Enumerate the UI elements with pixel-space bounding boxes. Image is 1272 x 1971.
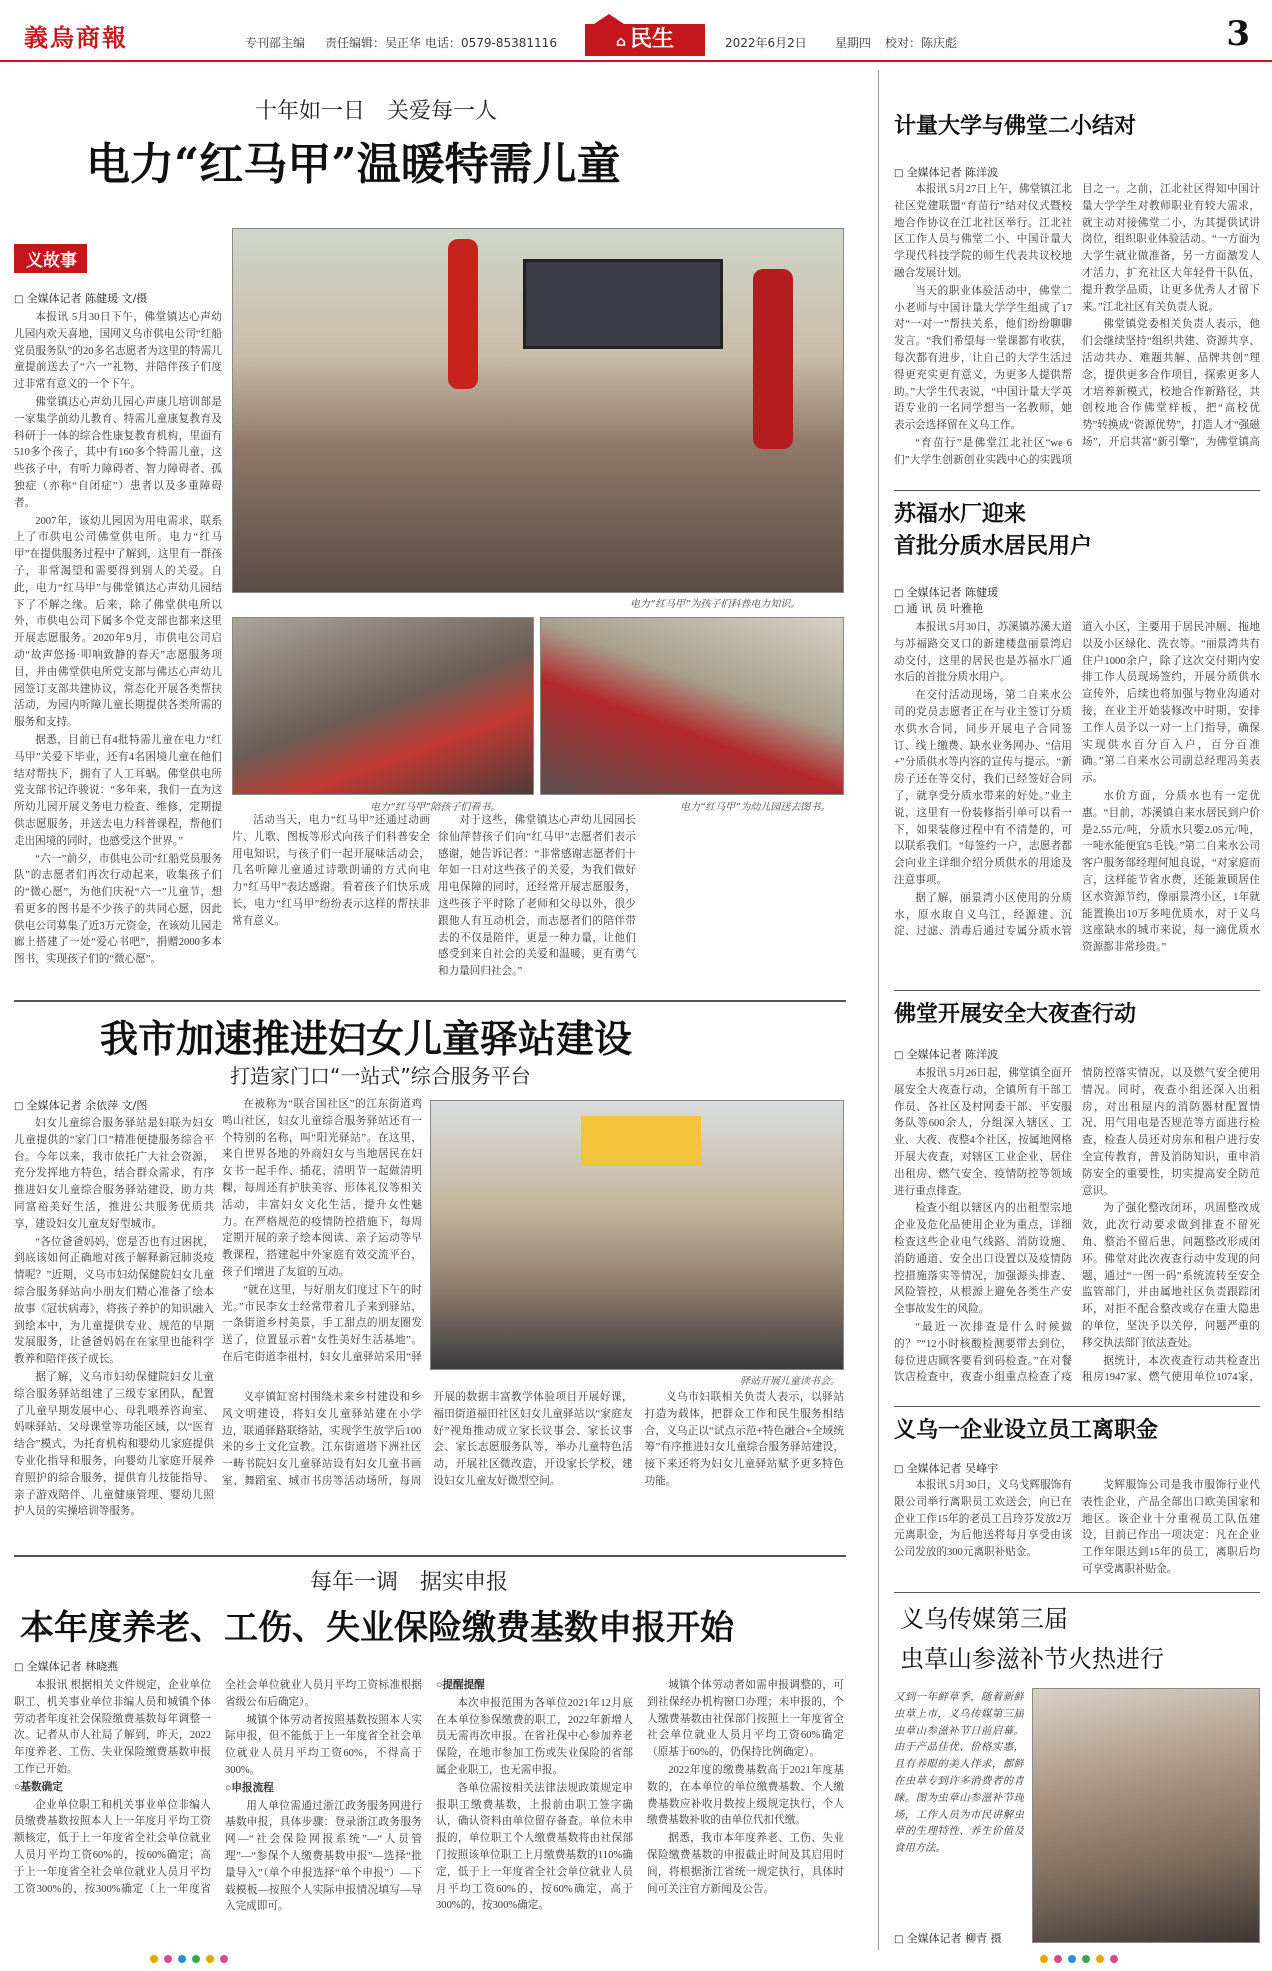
story1-caption-main: 电力“红马甲”为孩子们科普电力知识。 (630, 599, 801, 610)
duty-editor: 责任编辑：吴正华 (325, 36, 422, 50)
story7-byline: □ 全媒体记者 吴峰宇 (894, 1460, 998, 1476)
paragraph: 戈辉服饰公司是我市服饰行业代表性企业，产品全部出口欧美国家和地区。该企业十分重视员工队伍建设，目前已作出一项决定：凡在企业工作年限达到15年的员工，离职后均可享受离职补贴金。 (1082, 1480, 1260, 1575)
subhead: ○申报流程 (225, 1782, 274, 1794)
paragraph: 城镇个体劳动者如需申报调整的，可到社保经办机构窗口办理；未申报的，个人缴费基数由社保部门按照上一年度省全社会单位就业人员月平均工资60%确定（原基于60%的，仍保持比例确定）。 (647, 1680, 844, 1759)
paragraph: “育苗行”是佛堂江北社区“we 6们”大学生创新创业实践中心的实践项目之一。之前，江北社区得知中国计量大学学生对教师职业有较大需求，就主动对接佛堂二小，为其提供试讲岗位，组织职业体验活动。“一方面为大学生就业做准备，另一方面激发人才活力，扩充社区大年轻骨干队伍，提升教学品质，让更多优秀人才留下来。”江北社区有关负责人说。 (894, 184, 1260, 466)
paragraph: 为了强化整改闭环，巩固整改成效，此次行动要求做到排查不留死角、整治不留后患，问题整改形成闭环。佛堂对此次夜查行动中发现的问题，通过“一图一码”系统流转至安全监管部门，并由属地社区负责跟踪闭环，对拒不配合整改或存在重大隐患的单位，坚决予以关停，问题严重的移交执法部门依法查处。 (1082, 1203, 1260, 1349)
story1-caption-books: 电力“红马甲”为幼儿园送去图书。 (680, 802, 831, 813)
color-dot (178, 1955, 186, 1963)
story2-body-col1 (14, 1116, 214, 1546)
story3-kicker: 每年一调 据实申报 (310, 1570, 509, 1595)
story6-body (894, 1066, 1260, 1396)
story8-headline-line2: 虫草山参滋补节火热进行 (900, 1645, 1164, 1673)
column-divider (878, 70, 879, 1950)
story4-headline: 计量大学与佛堂二小结对 (894, 114, 1137, 139)
screen-image (523, 259, 723, 349)
paragraph: 本报讯 5月30日下午，佛堂镇达心声幼儿园内欢天喜地，国网义乌市供电公司“红船党员服务队”的20多名志愿者为这里的特需儿童提前送去了“六一”礼物，并陪伴孩子们度过非常有意义的一个下午。 (14, 312, 222, 391)
story2-body-cols (222, 1390, 844, 1550)
phone: 电话：0579-85381116 (425, 36, 557, 50)
paragraph: 当天的职业体验活动中，佛堂二小老师与中国计量大学学生组成了17对“一对一”帮扶关系，他们纷纷聊聊发言。“我们希望每一堂课都有收获，每次都有进步，让自己的大学生活过得更充实更有意义，为更多人提供帮助。”大学生代表说，“中国计量大学英语专业的一名同学想当一名教师，她表示会选择留在义乌工作。 (894, 285, 1072, 432)
color-dot (1040, 1955, 1048, 1963)
story1-body-col3 (438, 813, 636, 991)
story5-body (894, 620, 1260, 980)
story7-headline: 义乌一企业设立员工离职金 (894, 1418, 1159, 1443)
story1-photo-books (540, 617, 844, 795)
story1-photo-main (232, 228, 844, 593)
story1-photo-reading (232, 617, 534, 795)
story2-caption: 驿站开展儿童读书会。 (740, 1376, 840, 1387)
paragraph: 本报讯 5月30日，义乌戈辉服饰有限公司举行离职员工欢送会，向已在企业工作15年的老员工吕玲芬发放2万元离职金，为后他送将每月享受由该公司发放的300元离职补贴金。 (894, 1480, 1072, 1559)
paragraph: 在交付活动现场，第二自来水公司的党员志愿者正在与业主签订分质水供水合同，同步开展电子合同签订、线上缴费、缺水业务网办、“信用+”分质供水等内容的宣传与提示。“新房子还在等交付，我们已经签好合同了，就享受分质水带来的好处。”业主说，这里有一份装修指引单可以看一下，如果装修过程中有不清楚的，可以联系我们。“每签约一户，志愿者都会向业主详细介绍分质供水的用途及注意事项。 (894, 690, 1072, 886)
page-number: 3 (1226, 14, 1250, 54)
proofreader: 校对：陈庆彪 (885, 36, 958, 50)
masthead (0, 0, 1272, 62)
color-dot (1082, 1955, 1090, 1963)
story1-kicker: 十年如一日 关爱每一人 (255, 99, 498, 124)
paragraph: 据了解，丽景湾小区使用的分质水，原水取自义乌江，经源建、沉淀、过滤、消毒后通过专属分质水管道入小区，主要用于居民冲厕、拖地以及小区绿化、洗衣等。“丽景湾共有住户1000余户，除了这次交付期内安排工作人员现场签约，开展分质供水宣传外，后续也将加强与物业沟通对接，在业主开始装修改中时期，安排工作人员予以一对一上门指导，确保实现供水百分百入户，百分百准确。”第二自来水公司副总经理冯美表示。 (894, 622, 1260, 938)
date: 2022年6月2日 (725, 36, 807, 50)
red-vest-figure (448, 239, 478, 389)
divider (894, 490, 1260, 491)
story5-headline-line1: 苏福水厂迎来 (894, 502, 1027, 527)
paragraph: 据悉，我市本年度养老、工伤、失业保险缴费基数的申报截止时间及其启用时间，将根据浙江省统一规定执行，具体时间可关注官方新闻及公告。 (647, 1833, 844, 1895)
paragraph: 2022年度的缴费基数高于2021年度基数的，在本单位的单位缴费基数、个人缴费基数应补收月数按上级规定执行，个人缴费基数补收的由单位代扣代缴。 (647, 1764, 844, 1827)
color-dot (220, 1955, 228, 1963)
subhead: ○基数确定 (14, 1781, 63, 1793)
paragraph: 水价方面，分质水也有一定优惠。“目前，苏溪镇自来水居民到户价是2.55元/吨，分质水只要2.05元/吨，一吨水能便宜5毛钱。”第二自来水公司客户服务部经理何旭良说，“对家庭而言，这样能节省水费，还能兼顾居住区水资源节约，像丽景湾小区，1年就能置换出10万多吨优质水，对于义乌这座缺水的城市来说，每一滴优质水资源都非常珍贵。” (1082, 790, 1260, 954)
story5-byline1: □ 全媒体记者 陈健瑗 (894, 584, 998, 600)
story5-byline2: □ 通 讯 员 叶雅艳 (894, 600, 983, 616)
weekday: 星期四 (835, 36, 872, 50)
paragraph: 本次申报范围为各单位2021年12月底在本单位参保缴费的职工，2022年新增人员无需再次申报。在省社保中心参加养老保险，在地市参加工伤或失业保险的省部属企业职工，也无需申报。 (436, 1697, 633, 1776)
color-dot (206, 1955, 214, 1963)
footer-dots-right (1040, 1955, 1118, 1963)
paragraph: 佛堂镇党委相关负责人表示，他们会继续坚持“组织共建、资源共享、活动共办、难题共解、品牌共创”理念，提供更多合作项目，探索更多人才培养新模式，校地合作新路径，共创校地合作佛堂样板，把“高校优势”转换成“资源优势”，打造人才“强磁场”，开启共富“新引擎”，为佛堂镇高 (1082, 319, 1260, 448)
divider (14, 1555, 846, 1557)
footer-dots-left (150, 1955, 228, 1963)
story2-headline: 我市加速推进妇女儿童驿站建设 (100, 1016, 633, 1061)
newspaper-logo: 義烏商報 (24, 23, 128, 52)
paragraph: 活动当天，电力“红马甲”还通过动画片、儿歌、图板等形式向孩子们科普安全用电知识，与孩子们一起开展味活动会，几名听障儿童通过诗歌朗诵的方式向电力“红马甲”表达感谢。看着孩子们快乐成长，电力“红马甲”纷纷表示这样的帮扶非常有意义。 (232, 815, 430, 927)
story6-headline: 佛堂开展安全大夜查行动 (894, 1002, 1137, 1027)
paragraph: 检查小组以辖区内的出租型宗地企业及危化品使用企业为重点，详细检查这些企业电气线路、消防设施、消防通道、安全出口设置以及疫情防控措施落实等情况，加强源头排查、风险管控，从根源上避免各类生产安全事故发生的风险。 (894, 1203, 1072, 1316)
story3-body (14, 1678, 844, 1948)
editor-label: 专刊部主编 (245, 36, 306, 50)
story8-photo (1032, 1688, 1260, 1943)
paragraph: 对于这些，佛堂镇达心声幼儿园园长徐仙萍替孩子们向“红马甲”志愿者们表示感谢，她告诉记者：“非常感谢志愿者们十年如一日对这些孩子的关爱，为我们做好用电保障的同时，还经常开展志愿服务，这些孩子平时除了老师和父母以外，很少跟他人有互动机会，而志愿者们的陪伴带去的不仅是陪伴，更是一种力量，让他们感受到来自社会的关爱和温暖，更有勇气和力量回归社会。” (438, 815, 636, 978)
paragraph: 据悉，目前已有4批特需儿童在电力“红马甲”关爱下毕业，还有4名困境儿童在他们结对帮扶下，拥有了人工耳蜗。佛堂供电所党支部书记许骏说：“多年来，我们一直为这所幼儿园开展义务电力检查、维修，定期提供志愿服务，并送去电力科普课程，帮他们走出困境的同时，也感受这个世界。” (14, 734, 222, 847)
divider (894, 1592, 1260, 1593)
story3-byline: □ 全媒体记者 林晓燕 (14, 1658, 118, 1674)
color-dot (192, 1955, 200, 1963)
story1-byline: □ 全媒体记者 陈健瑗 文/摄 (14, 290, 147, 306)
section-badge: ⌂ 民生 (585, 24, 705, 56)
story3-headline: 本年度养老、工伤、失业保险缴费基数申报开始 (20, 1608, 734, 1648)
paragraph: 妇女儿童综合服务驿站是妇联为妇女儿童提供的“家门口”精准便捷服务综合平台。今年以来，我市依托广大社会资源，充分发挥地方特色，结合群众需求，有序推进妇女儿童综合服务驿站建设，助力共同富裕美好生活，推进公共服务优质共享，建设妇女儿童友好型城市。 (14, 1118, 214, 1230)
paragraph: 在被称为“联合国社区”的江东街道鸡鸣山社区，妇女儿童综合服务驿站还有一个特别的名称，叫“阳光驿站”。在这里，来自世界各地的外商妇女与当地居民在妇女书一起手作、插花，清明节一起做清明粿，每周还有护肤美容、形体礼仪等相关活动，丰富妇女文化生活，提升女性魅力。在严格规范的疫情防控措施下，每周定期开展的亲子绘本阅读、亲子运动等早教课程，搭建起中外家庭有效交流平台，孩子们增进了友谊的互动。 (222, 1099, 422, 1278)
paragraph: 义亭镇缸窑村围绕未来乡村建设和乡风文明建设，将妇女儿童驿站建在小学边，联通驿路联络站，实现学生放学后100米的乡土文化宣教。江东街道塔下洲社区一畴书院妇女儿童驿站设有妇女儿童书画室、舞蹈室、城市书房等活动场所，每周开展的数据丰富教学体验项目开展好课，福田街道福田社区妇女儿童驿站以“家庭友好”视角推动成立家长议事会、家长议事会、家长志愿服务队等，举办儿童特色活动，开展社区微改造，开设家长学校，建设妇女儿童友好微型空间。 (222, 1392, 633, 1487)
paragraph: “最近一次排查是什么时候做的？”“12小时核酸检测要带去到位，每位进店顾客要看到码检查。”在对餐饮店检查中，夜查小组重点检查了疫情防控落实情况，以及燃气安全使用情况。同时，夜查小组还深入出租房，对出租屋内的消防器材配置情况、用气用电是否规范等方面进行检查，检查人员还对房东和租户进行安全宣传教育，普及消防知识，重申消防安全的重要性，切实提高安全防范意识。 (894, 1068, 1260, 1384)
story2-body-col2 (222, 1097, 422, 1367)
paragraph: 各单位需按相关法律法规政策规定申报职工缴费基数，上报前由职工签字确认，确认资料由单位留存备查。单位未申报的，单位职工个人缴费基数将由社保部门按照该单位职工上月缴费基数的110%确定，低于上一年度省全社会单位就业人员月平均工资60%的，按60%确定，高于300%的，按300%确定。 (436, 1782, 633, 1912)
paragraph: 2007年，该幼儿园因为用电需求，联系上了市供电公司佛堂供电所。电力“红马甲”在提供服务过程中了解到，这里有一群孩子，非常渴望和需要得到别人的关爱。自此，电力“红马甲”与佛堂镇达心声幼儿园结下了不解之缘。后来，除了佛堂供电所以外，市供电公司下属多个党支部也都来这里开展志愿服务。2020年9月，市供电公司启动“故声悠扬·叩响致静的春天”志愿服务项目，并由佛堂供电所党支部与佛达心声幼儿园签订支部共建协议，常态化开展各类帮扶活动，为园内听障儿童长期提供各类所需的服务和支持。 (14, 515, 222, 729)
story8-body: 又到一年鲜草季，随着新鲜虫草上市，义乌传媒第三届虫草山参滋补节日前启幕。由于产品佳优、价格实惠，且有养眼的美人伴求，都鲜在虫草专到许多消费者的青睐。图为虫草山参滋补节现场，工作人员为市民讲解虫草的生理特性、养生价值及食用方法。 (894, 1692, 1024, 1855)
paragraph: 用人单位需通过浙江政务服务网进行基数申报，具体步骤：登录浙江政务服务网—“社会保险网报系统”—“人员管理”—“参保个人缴费基数申报”—选择“批量导入”（单个申报选择“单个申报”）—下载模板—按照个人实际申报情况填写—导入完成即可。 (225, 1800, 422, 1913)
paragraph: 城镇个体劳动者按照基数按照本人实际申报，但不能低于上一年度省全社会单位就业人员月平均工资60%，不得高于300%。 (225, 1714, 422, 1776)
house-icon: ⌂ (615, 34, 626, 50)
paragraph: “六一”前夕，市供电公司“红船党员服务队”的志愿者们再次行动起来，收集孩子们的“微心愿”，为他们庆祝“六一”儿童节，想看更多的图书是不少孩子的共同心愿，因此供电公司募集了近3万元资金，在该幼儿园走廊上搭建了一处“爱心书吧”，捐赠2000多本图书，实现孩子们的“微心愿”。 (14, 853, 222, 966)
story1-tag: 义故事 (14, 244, 87, 273)
story2-byline: □ 全媒体记者 余依萍 文/图 (14, 1097, 147, 1113)
story4-body (894, 182, 1260, 482)
color-dot (1054, 1955, 1062, 1963)
story8-byline: □ 全媒体记者 柳青 摄 (894, 1930, 1002, 1946)
color-dot (150, 1955, 158, 1963)
story1-headline: 电力“红马甲”温暖特需儿童 (86, 139, 621, 190)
sign-board (581, 1116, 701, 1166)
story1-body-col4 (644, 813, 844, 991)
red-vest-figure (753, 269, 793, 449)
color-dot (1068, 1955, 1076, 1963)
paragraph: 佛堂镇达心声幼儿园心声康儿培训部是一家集学前幼儿教育、特需儿童康复教育及科研于一体的综合性康复教育机构，里面有510多个孩子，其中有160多个特需儿童，这些孩子中，有听力障碍者、智力障碍者、孤独症（亦称“自闭症”）患者以及多重障碍者。 (14, 396, 222, 509)
story5-headline-line2: 首批分质水居民用户 (894, 534, 1093, 559)
divider (894, 1406, 1260, 1407)
paragraph: 本报讯 5月30日，苏溪镇苏溪大道与苏福路交叉口的新建楼盘丽景湾启动交付，这里的居民也是苏福水厂通水后的首批分质水用户。 (894, 622, 1072, 684)
story7-body (894, 1478, 1260, 1584)
story1-caption-reading: 电力“红马甲”陪孩子们看书。 (370, 802, 501, 813)
divider (894, 990, 1260, 991)
story4-byline: □ 全媒体记者 陈洋波 (894, 164, 998, 180)
story2-photo (430, 1100, 844, 1370)
divider (14, 1000, 846, 1002)
paragraph: 义乌市妇联相关负责人表示，以驿站打造为载体，把群众工作和民生服务相结合，义乌正以“试点示范+特色融合+全域统筹”有序推进妇女儿童综合服务驿站建设，接下来还将为妇女儿童驿站赋予更多特色功能。 (644, 1392, 844, 1487)
story1-body-col1 (14, 310, 222, 990)
paragraph: “各位爸爸妈妈，您是否也有过困扰，到底该如何正确地对孩子解释新冠肺炎疫情呢？”近期，义乌市妇幼保健院妇女儿童综合服务驿站向小朋友们精心准备了绘本故事《冠状病毒》，将孩子养护的知识融入到绘本中，为儿童提供专业、规范的早期发展服务，让爸爸妈妈在在家里也能科学教养和陪伴孩子成长。 (14, 1236, 214, 1366)
paragraph: 本报讯 5月26日起，佛堂镇全面开展安全大夜查行动，全镇所有干部工作员、各社区及村网委干部、平安服务队等600余人，分组深入辖区、工业、大夜、夜整4个社区，按属地网格开展大夜查，对辖区工业企业、居住出租房、燃气安全、疫情防控等领域进行重点排查。 (894, 1068, 1072, 1197)
paragraph: 企业单位职工和机关事业单位非编人员缴费基数按照本人上一年度月平均工资额核定，低于上一年度省全社会单位就业人员月平均工资60%的，按60%确定；高于上一年度省全社会单位就业人员月平均工资300%的，按300%确定（上一年度省全社会单位就业人员月平均工资标准根据省级公布后确定）。 (14, 1680, 422, 1895)
subhead: ○提醒提醒 (436, 1680, 485, 1691)
story1-body-col2 (232, 813, 430, 991)
story8-headline-line1: 义乌传媒第三届 (900, 1605, 1068, 1633)
paragraph: 据统计，本次夜查行动共检查出租房1947家、燃气使用单位1074家， (1082, 1355, 1260, 1384)
color-dot (164, 1955, 172, 1963)
color-dot (1110, 1955, 1118, 1963)
story2-subtitle: 打造家门口“一站式”综合服务平台 (230, 1064, 531, 1088)
paragraph: 据了解，义乌市妇幼保健院妇女儿童综合服务驿站组建了三级专家团队，配置了儿童早期发展中心、母乳喂养咨询室、妈咪驿站、父母课堂等功能区域，以“医育结合”模式，为托育机构和婴幼儿家庭提供专业化指导和服务，向婴幼儿家庭开展养育照护的综合服务，提供育儿技能指导、亲子游戏陪伴、儿童健康管理、婴幼儿照护人员的实操培训等服务。 (14, 1371, 214, 1518)
color-dot (1096, 1955, 1104, 1963)
story6-byline: □ 全媒体记者 陈洋波 (894, 1046, 998, 1062)
paragraph: “就在这里，与好朋友们度过下午的时光。”市民李女士经常带着儿子来到驿站，一条街道乡村美景，手工甜点的朋友圈发送了，位置显示着“女性美好生活基地”。在后宅街道李祖村，妇女儿童驿站采用“驿 (222, 1284, 422, 1363)
paragraph: 本报讯 根据相关文件规定，企业单位职工、机关事业单位非编人员和城镇个体劳动者年度社会保险缴费基数每年调整一次。记者从市人社局了解到，昨天，2022年度养老、工伤、失业保险缴费基数申报工作已开始。 (14, 1680, 211, 1775)
paragraph: 本报讯 5月27日上午，佛堂镇江北社区党建联盟“育苗行”结对仪式暨校地合作协议在江北社区举行。江北社区工作人员与佛堂二小、中国计量大学现代科技学院的师生代表共议校地融合发展计划。 (894, 184, 1072, 279)
